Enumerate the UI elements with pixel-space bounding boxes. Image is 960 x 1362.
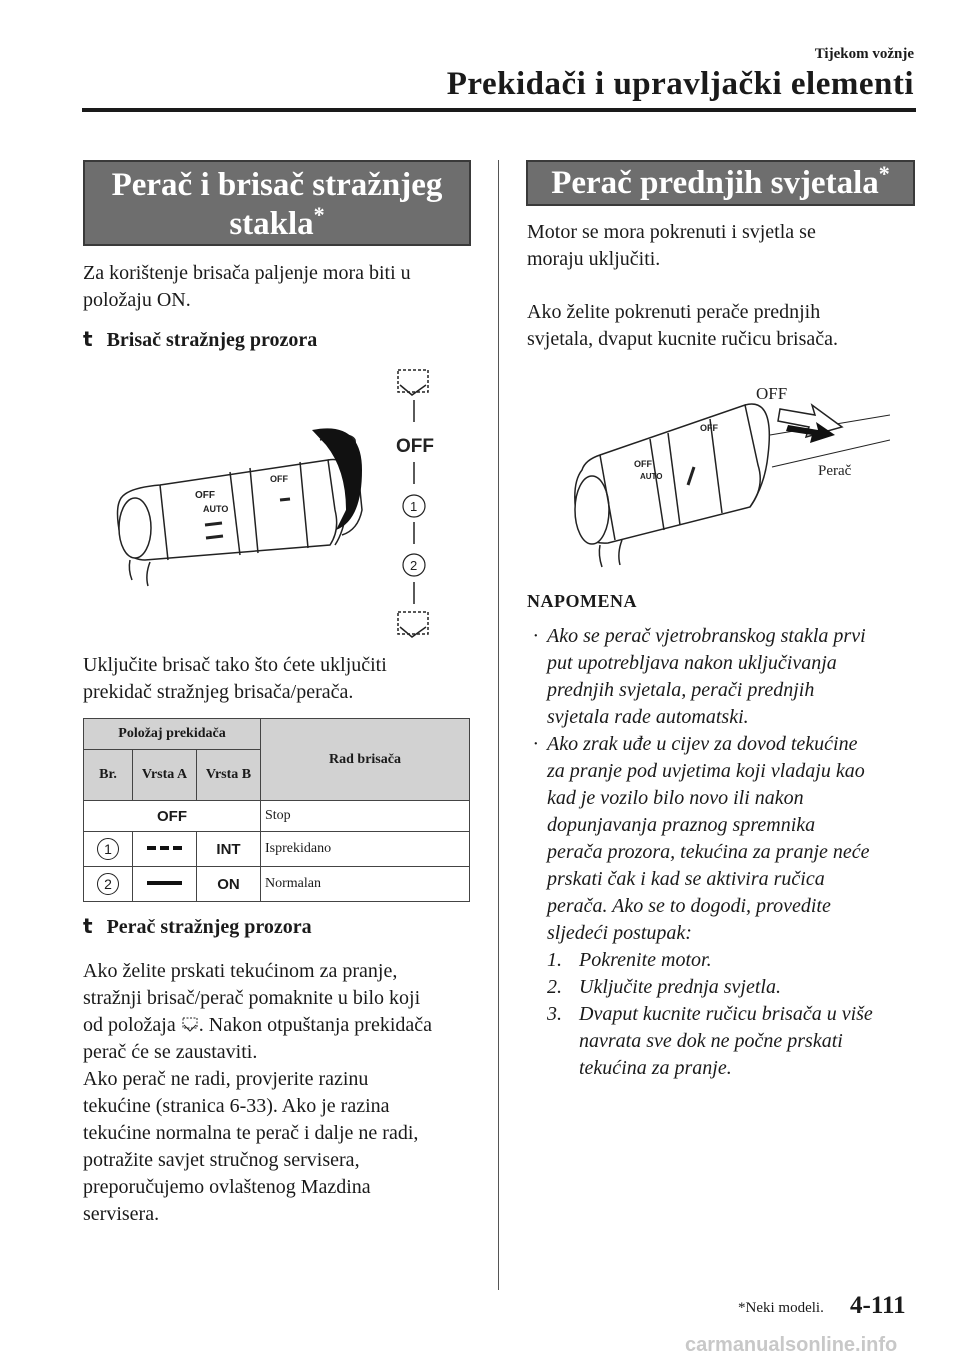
position-off: OFF bbox=[396, 436, 434, 457]
lever-off2-label: OFF bbox=[700, 423, 718, 433]
optional-star: * bbox=[313, 202, 325, 227]
watermark: carmanualsonline.info bbox=[685, 1334, 898, 1356]
note-bullet-2: · Ako zrak uđe u cijev za dovod tekućine za pranje pod uvjetima koji vladaju kao kad je vozilo bilo novo ili nakon dopunjavanja praznog spremnika perača prozora, tekućina za pranje neće prskati čak i kad se aktivira ručica perača. Ako se to dogodi, provedite sljedeći postupak: bbox=[533, 733, 870, 944]
off-label: OFF bbox=[756, 384, 788, 403]
chapter-title: Prekidači i upravljački elementi bbox=[446, 66, 914, 102]
section-label: Tijekom vožnje bbox=[814, 46, 914, 62]
list-item: 1. Pokrenite motor. bbox=[547, 949, 712, 971]
on-line-icon bbox=[133, 867, 197, 902]
row-off-symbol: OFF bbox=[84, 801, 261, 832]
row-type-b: INT bbox=[197, 832, 261, 867]
washer-icon-top bbox=[398, 370, 428, 395]
wiper-instruction: Uključite brisač tako što ćete uključiti prekidač stražnjeg brisača/perača. bbox=[83, 654, 387, 703]
rear-wiper-lever-diagram bbox=[100, 360, 470, 645]
note-heading: NAPOMENA bbox=[527, 591, 637, 611]
page-number: 4-111 bbox=[850, 1292, 906, 1319]
column-divider bbox=[498, 160, 499, 1290]
row-operation: Isprekidano bbox=[261, 832, 470, 867]
lever-illustration bbox=[575, 404, 890, 567]
lever-auto-label: AUTO bbox=[203, 504, 229, 514]
bullet-symbol: t bbox=[83, 327, 93, 351]
row-operation: Normalan bbox=[261, 867, 470, 902]
header-rule bbox=[82, 108, 916, 112]
table-row bbox=[84, 801, 470, 832]
note-bullet-1: · Ako se perač vjetrobranskog stakla prvi put upotrebljava nakon uključivanja prednjih svjetala, perači prednjih svjetala rade automatski. bbox=[533, 625, 866, 728]
lever-off-label: OFF bbox=[634, 459, 652, 469]
washer-icon bbox=[181, 1017, 199, 1033]
list-item: 3. Dvaput kucnite ručicu brisača u više bbox=[547, 1003, 873, 1025]
headlight-washer-section-title: Perač prednjih svjetala* bbox=[526, 160, 915, 206]
optional-star: * bbox=[878, 161, 890, 186]
table-header-type-a: Vrsta A bbox=[133, 750, 197, 801]
table-header-operation: Rad brisača bbox=[261, 719, 470, 801]
lever-off2-label: OFF bbox=[270, 474, 288, 484]
bullet-symbol: t bbox=[83, 914, 93, 938]
procedure-steps: 1. Pokrenite motor. 2. Uključite prednja svjetla. 3. Dvaput kucnite ručicu brisača u više navrata sve dok ne počne prskati tekućina za pranje. bbox=[547, 947, 917, 1082]
wiper-subheading: t Brisač stražnjeg prozora bbox=[83, 327, 318, 351]
row-type-b: ON bbox=[197, 867, 261, 902]
table-row bbox=[84, 867, 470, 902]
washer-label: Perač bbox=[818, 463, 852, 479]
position-2: 2 bbox=[410, 558, 418, 573]
list-item: 2. Uključite prednja svjetla. bbox=[547, 976, 781, 998]
washer-text: Ako želite prskati tekućinom za pranje, stražnji brisač/perač pomaknite u bilo koji od položaja . Nakon otpuštanja prekidača perač će se zaustaviti. Ako perač ne radi, provjerite razinu tekućine (stranica 6-33). Ako je razina tekućine normalna te perač i dalje ne radi, potražite savjet stručnog servisera, preporučujemo ovlaštenog Mazdina servisera. bbox=[83, 960, 433, 1225]
rear-wiper-section-title bbox=[83, 160, 471, 246]
lever-auto-label: AUTO bbox=[640, 472, 663, 481]
lever-off-label: OFF bbox=[195, 490, 215, 501]
headlight-intro: Motor se mora pokrenuti i svjetla se moraju uključiti. bbox=[527, 221, 816, 270]
row-number: 1 bbox=[97, 838, 119, 860]
headlight-activation: Ako želite pokrenuti perače prednjih svjetala, dvaput kucnite ručicu brisača. bbox=[527, 301, 838, 350]
washer-icon-bottom bbox=[398, 612, 428, 637]
position-1: 1 bbox=[410, 499, 418, 514]
washer-subheading: t Perač stražnjeg prozora bbox=[83, 914, 312, 938]
rear-wiper-title-line2: stakla bbox=[229, 206, 314, 242]
lever-illustration bbox=[118, 435, 363, 586]
headlight-washer-diagram bbox=[560, 375, 890, 575]
wiper-position-table bbox=[83, 718, 470, 902]
rear-wiper-title-line1: Perač i brisač stražnjeg bbox=[111, 167, 443, 203]
rear-intro: Za korištenje brisača paljenje mora biti u položaju ON. bbox=[83, 262, 411, 311]
footer-note: *Neki modeli. bbox=[738, 1300, 824, 1316]
table-header-type-b: Vrsta B bbox=[197, 750, 261, 801]
table-row bbox=[84, 832, 470, 867]
row-number: 2 bbox=[97, 873, 119, 895]
row-operation: Stop bbox=[261, 801, 470, 832]
table-header-position: Položaj prekidača bbox=[84, 719, 261, 750]
table-header-no: Br. bbox=[84, 750, 133, 801]
int-dash-icon bbox=[133, 832, 197, 867]
